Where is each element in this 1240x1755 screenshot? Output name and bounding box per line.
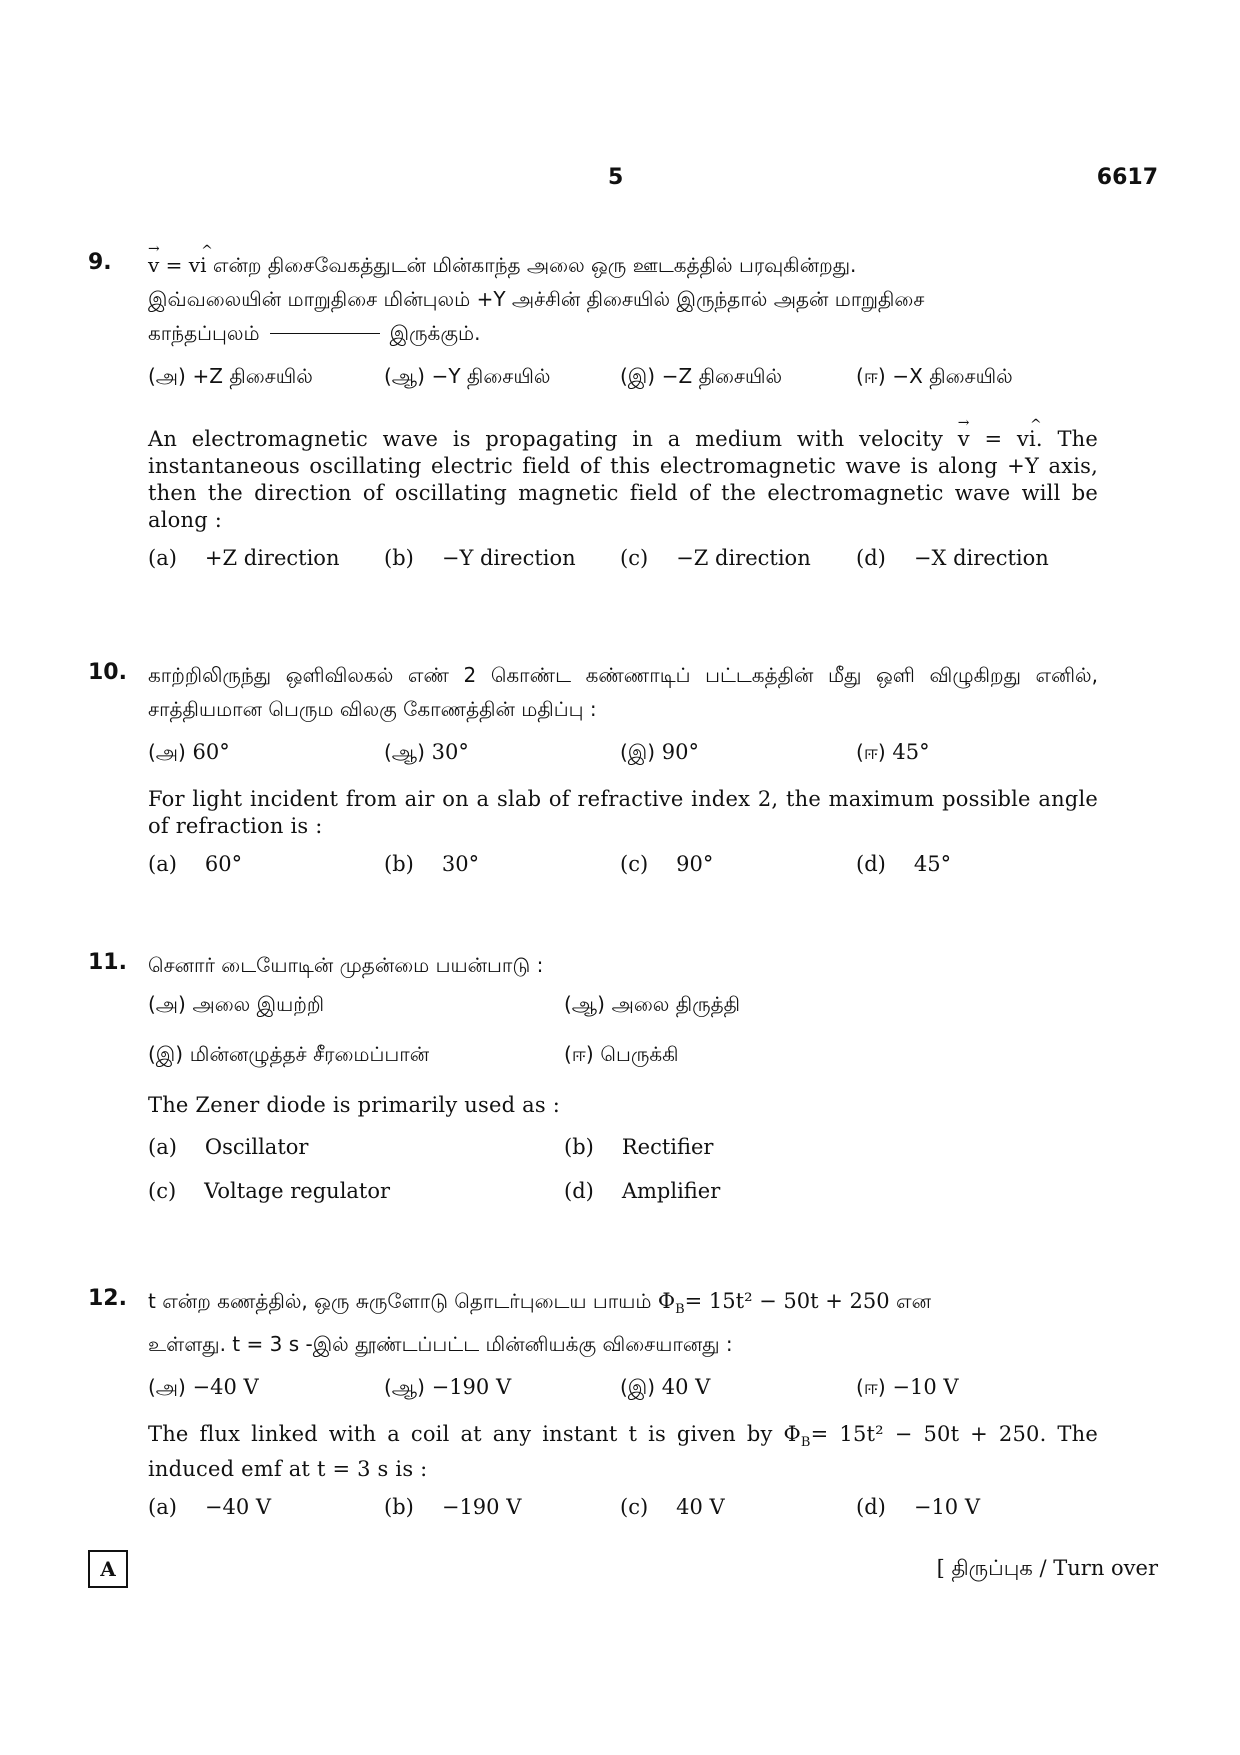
options-tamil (148, 740, 1098, 774)
option[interactable]: (b) −Y direction (384, 546, 576, 570)
option[interactable]: (ஆ) −Y திசையில் (384, 364, 551, 388)
option[interactable]: (ஈ) −10 V (856, 1375, 959, 1400)
question-12 (88, 1284, 1098, 1524)
options-tamil-row2 (148, 1042, 1098, 1086)
question-9 (88, 241, 1098, 608)
option[interactable]: (ஆ) அலை திருத்தி (564, 992, 741, 1016)
velocity-vector: → v = v ^ i (148, 241, 213, 277)
option[interactable]: (b) Rectifier (564, 1135, 714, 1159)
question-text-english: An electromagnetic wave is propagating in a medium with velocity → v = v ^ i. The instantaneous oscillating electric field of this electromagnetic wave is along +Y axis, then the direction of oscillating magnetic field of the electromagnetic wave will be along : (148, 415, 1098, 532)
paper-code: 6617 (1096, 165, 1158, 190)
option[interactable]: (d) 45° (856, 852, 952, 876)
options-english (148, 546, 1098, 580)
question-text-english: For light incident from air on a slab of refractive index 2, the maximum possible angle of refraction is : (148, 787, 1098, 838)
question-text-english: The flux linked with a coil at any instant t is given by $\Phi_B= 15t^2 - 50t + 250$. The induced emf at t = 3 s is : (148, 1422, 1098, 1482)
option[interactable]: (c) 40 V (620, 1495, 725, 1520)
answer-blank (270, 333, 380, 334)
option[interactable]: (அ) அலை இயற்றி (148, 992, 325, 1016)
question-text-tamil: → v = v ^ i என்ற திசைவேகத்துடன் மின்காந்த அலை ஒரு ஊடகத்தில் பரவுகின்றது. இவ்வலையின் மாறுதிசை மின்புலம் +Y அச்சின் திசையில் இருந்தால் அதன் மாறுதிசை காந்தப்புலம் இருக்கும். (148, 241, 925, 345)
option[interactable]: (இ) 40 V (620, 1375, 711, 1400)
question-text-tamil: காற்றிலிருந்து ஒளிவிலகல் எண் 2 கொண்ட கண்ணாடிப் பட்டகத்தின் மீது ஒளி விழுகிறது எனில், சாத்தியமான பெரும விலகு கோணத்தின் மதிப்பு : (148, 663, 1098, 721)
question-number: 9. (88, 250, 112, 275)
option[interactable]: (a) −40 V (148, 1495, 272, 1520)
option[interactable]: (அ) +Z திசையில் (148, 364, 313, 388)
option[interactable]: (இ) −Z திசையில் (620, 364, 783, 388)
page-number: 5 (608, 165, 624, 190)
question-10 (88, 658, 1098, 898)
option[interactable]: (b) 30° (384, 852, 480, 876)
option[interactable]: (d) −10 V (856, 1495, 981, 1520)
options-tamil (148, 364, 1098, 398)
turn-over-label: [ திருப்புக / Turn over (936, 1556, 1158, 1580)
option[interactable]: (அ) 60° (148, 740, 230, 764)
question-text-english: The Zener diode is primarily used as : (148, 1093, 560, 1117)
option[interactable]: (ஈ) −X திசையில் (856, 364, 1013, 388)
option[interactable]: (a) Oscillator (148, 1135, 309, 1159)
option[interactable]: (ஆ) −190 V (384, 1375, 512, 1400)
option[interactable]: (ஈ) 45° (856, 740, 930, 764)
option[interactable]: (ஆ) 30° (384, 740, 469, 764)
question-11 (88, 948, 1098, 1228)
option[interactable]: (c) −Z direction (620, 546, 811, 570)
flux-expression: $\Phi_B= 15t^2 - 50t + 250$ (657, 1289, 890, 1318)
question-text-tamil: t என்ற கணத்தில், ஒரு சுருளோடு தொடர்புடைய பாயம் $\Phi_B= 15t^2 - 50t + 250$ என உள்ளது. t = 3 s -இல் தூண்டப்பட்ட மின்னியக்கு விசையானது : (148, 1289, 931, 1357)
options-english (148, 852, 1098, 886)
options-tamil (148, 1375, 1098, 1409)
option[interactable]: (b) −190 V (384, 1495, 522, 1520)
question-number: 12. (88, 1286, 127, 1311)
question-number: 10. (88, 660, 127, 685)
option[interactable]: (ஈ) பெருக்கி (564, 1042, 679, 1066)
option[interactable]: (இ) 90° (620, 740, 699, 764)
option[interactable]: (a) +Z direction (148, 546, 340, 570)
options-english-row2 (148, 1179, 1098, 1223)
options-tamil-row1 (148, 992, 1098, 1036)
option[interactable]: (d) −X direction (856, 546, 1049, 570)
option[interactable]: (a) 60° (148, 852, 243, 876)
question-number: 11. (88, 950, 127, 975)
version-box: A (88, 1550, 128, 1588)
option[interactable]: (c) 90° (620, 852, 714, 876)
options-english (148, 1495, 1098, 1529)
option[interactable]: (d) Amplifier (564, 1179, 721, 1203)
option[interactable]: (c) Voltage regulator (148, 1179, 391, 1203)
options-english-row1 (148, 1135, 1098, 1179)
question-text-tamil: செனார் டையோடின் முதன்மை பயன்பாடு : (148, 953, 544, 977)
option[interactable]: (இ) மின்னழுத்தச் சீரமைப்பான் (148, 1042, 430, 1066)
option[interactable]: (அ) −40 V (148, 1375, 259, 1400)
